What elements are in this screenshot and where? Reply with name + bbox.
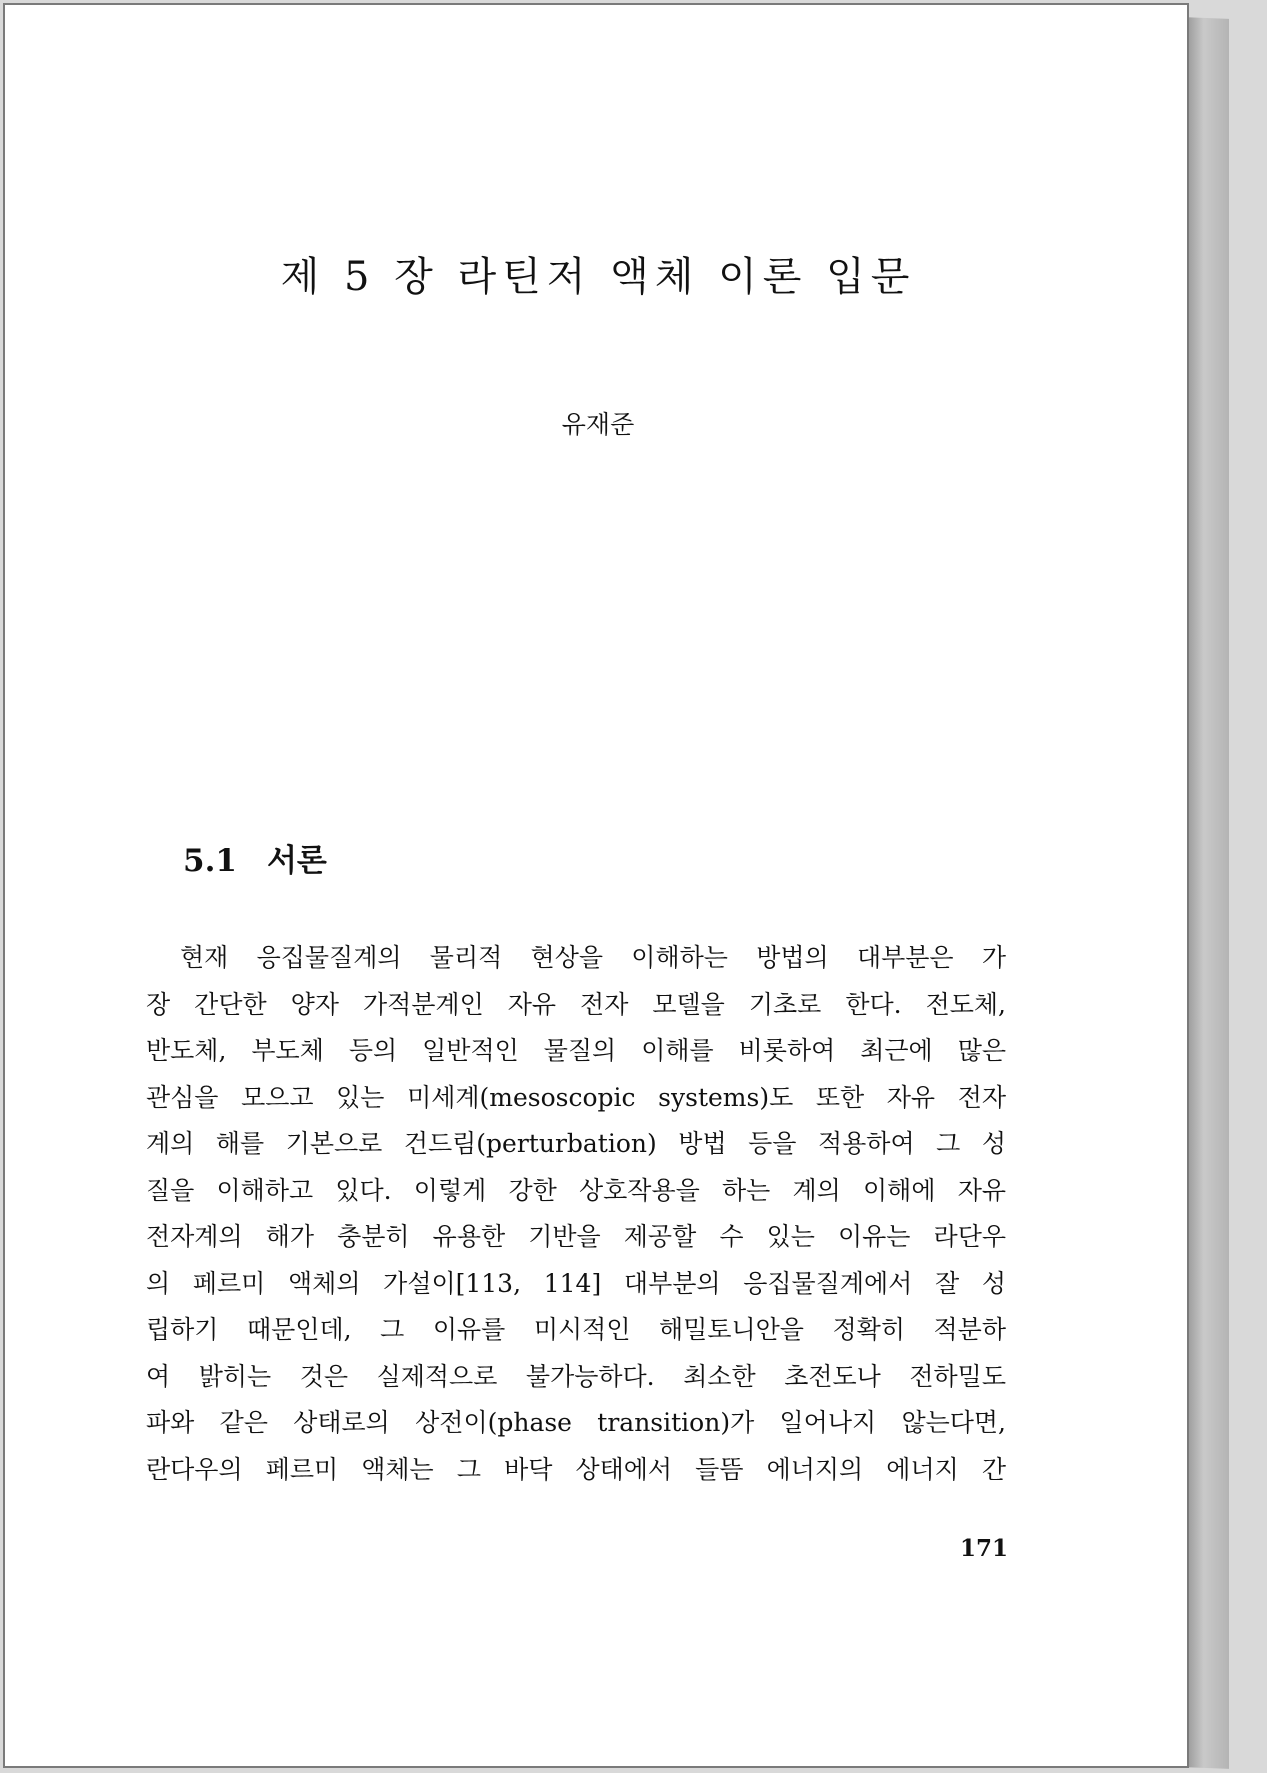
page-stack-edge — [1185, 17, 1229, 1769]
body-line: 장 간단한 양자 가적분계인 자유 전자 모델을 기초로 한다. 전도체, — [146, 989, 1006, 1019]
body-paragraph — [146, 935, 1006, 1493]
body-line: 관심을 모으고 있는 미세계(mesoscopic systems)도 또한 자유 전자 — [146, 1082, 1006, 1112]
body-line: 현재 응집물질계의 물리적 현상을 이해하는 방법의 대부분은 가 — [180, 943, 1006, 972]
page-number: 171 — [960, 1535, 1009, 1562]
body-line: 질을 이해하고 있다. 이렇게 강한 상호작용을 하는 계의 이해에 자유 — [146, 1175, 1006, 1205]
section-heading — [183, 835, 327, 880]
body-line: 란다우의 페르미 액체는 그 바닥 상태에서 들뜸 에너지의 에너지 간 — [146, 1454, 1006, 1484]
section-number: 5.1 — [183, 843, 237, 879]
body-line: 립하기 때문인데, 그 이유를 미시적인 해밀토니안을 정확히 적분하 — [146, 1315, 1006, 1344]
body-line: 여 밝히는 것은 실제적으로 불가능하다. 최소한 초전도나 전하밀도 — [146, 1361, 1006, 1391]
chapter-title: 제 5 장 라틴저 액체 이론 입문 — [280, 254, 916, 300]
body-line: 파와 같은 상태로의 상전이(phase transition)가 일어나지 않는다면, — [146, 1408, 1006, 1437]
book-page — [3, 3, 1189, 1768]
body-line: 반도체, 부도체 등의 일반적인 물질의 이해를 비롯하여 최근에 많은 — [146, 1036, 1006, 1065]
body-line: 전자계의 해가 충분히 유용한 기반을 제공할 수 있는 이유는 라단우 — [146, 1222, 1006, 1251]
body-line: 의 페르미 액체의 가설이[113, 114] 대부분의 응집물질계에서 잘 성 — [146, 1268, 1006, 1298]
section-title: 서론 — [266, 843, 327, 879]
body-line: 계의 해를 기본으로 건드림(perturbation) 방법 등을 적용하여 그 성 — [146, 1129, 1006, 1158]
author-name: 유재준 — [561, 410, 635, 439]
